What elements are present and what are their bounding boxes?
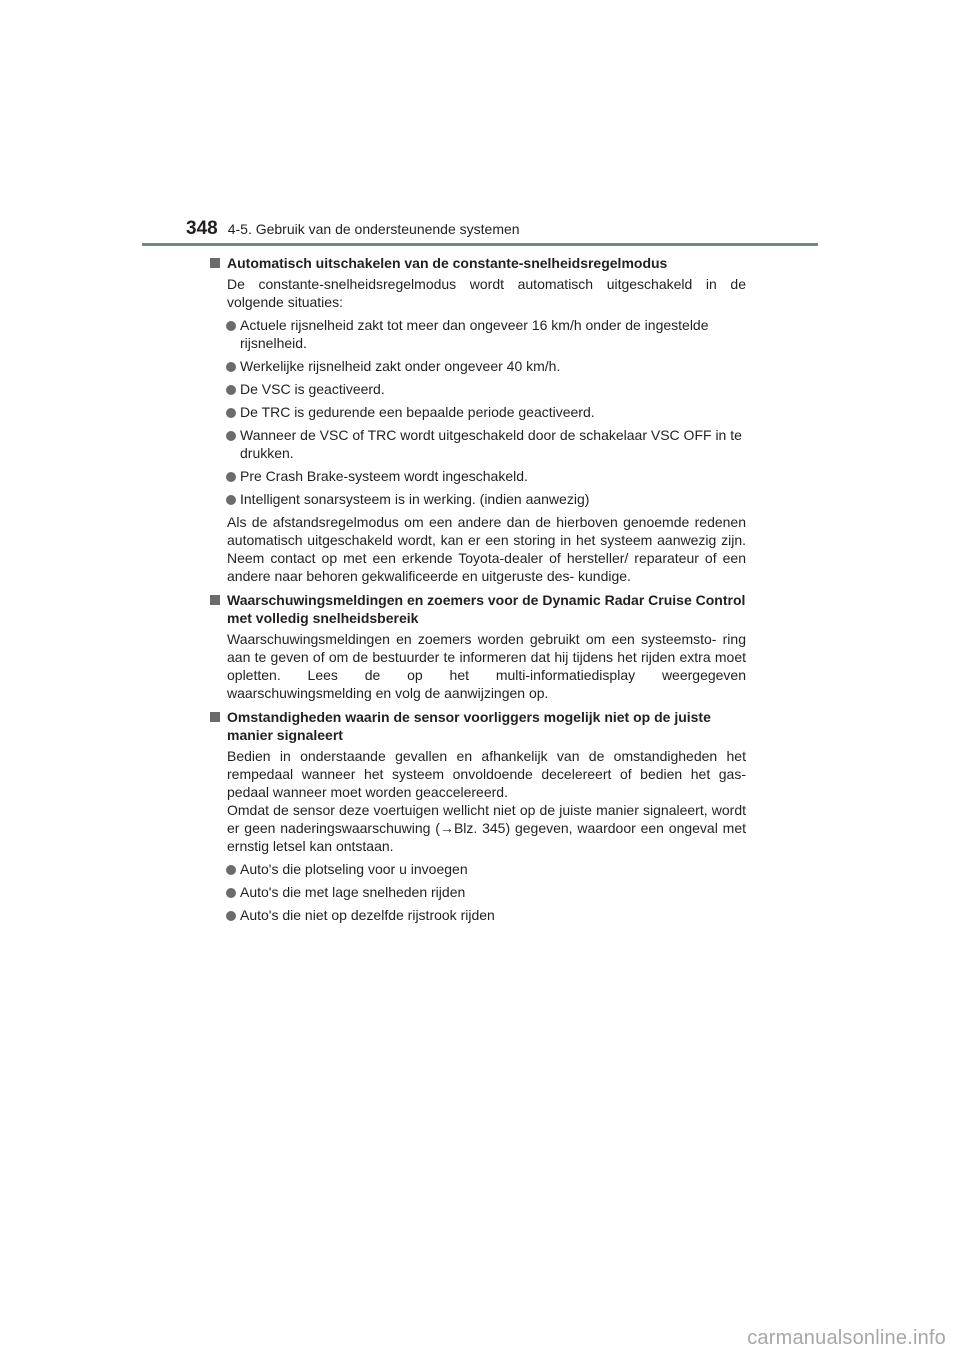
list-item: Auto's die plotseling voor u invoegen [210,860,746,878]
section-sensor-conditions [210,708,746,924]
circle-bullet-icon [226,495,236,505]
list-item: De VSC is geactiveerd. [210,380,746,398]
page-number: 348 [186,218,218,239]
watermark: carmanualsonline.info [747,1327,946,1349]
paragraph: De constante-snelheidsregelmodus wordt automatisch uitgeschakeld in de volgende situaties: [227,276,746,310]
circle-bullet-icon [226,408,236,418]
square-bullet-icon [210,712,220,722]
circle-bullet-icon [226,321,236,331]
list-item: Werkelijke rijsnelheid zakt onder ongeveer 40 km/h. [210,357,746,375]
list-item: Wanneer de VSC of TRC wordt uitgeschakeld door de schakelaar VSC OFF in te drukken. [210,426,746,462]
paragraph: Als de afstandsregelmodus om een andere dan de hierboven genoemde redenen automatisch uitgeschakeld wordt, kan er een storing in het systeem aanwezig zijn. Neem contact op met een erkende Toyota-dealer of hersteller/ reparateur of een andere naar behoren gekwalificeerde en uitgeruste des- kundige. [227,514,746,584]
section-auto-cancel [210,254,746,585]
circle-bullet-icon [226,472,236,482]
section-title: 4-5. Gebruik van de ondersteunende systemen [227,221,520,237]
square-bullet-icon [210,258,220,268]
list-item: Auto's die niet op dezelfde rijstrook rijden [210,906,746,924]
header-rule [142,243,818,246]
section-heading: Omstandigheden waarin de sensor voorliggers mogelijk niet op de juiste manier signaleert [210,708,746,744]
circle-bullet-icon [226,911,236,921]
list-item: Intelligent sonarsysteem is in werking. (indien aanwezig) [210,490,746,508]
circle-bullet-icon [226,865,236,875]
paragraph: Omdat de sensor deze voertuigen wellicht niet op de juiste manier signaleert, wordt er geen naderingswaarschuwing (→Blz. 345) gegeven, waardoor een ongeval met ernstig letsel kan ontstaan. [227,802,746,854]
square-bullet-icon [210,595,220,605]
paragraph: Waarschuwingsmeldingen en zoemers worden gebruikt om een systeemsto- ring aan te geven of om de bestuurder te informeren dat hij tijdens het rijden extra moet opletten. Lees de op het multi-informatiedisplay weergegeven waarschuwingsmelding en volg de aanwijzingen op. [227,631,746,701]
list-item: Pre Crash Brake-systeem wordt ingeschakeld. [210,467,746,485]
circle-bullet-icon [226,385,236,395]
section-warning-messages [210,591,746,702]
section-heading: Automatisch uitschakelen van de constante-snelheidsregelmodus [210,254,746,272]
circle-bullet-icon [226,888,236,898]
list-item: Actuele rijsnelheid zakt tot meer dan ongeveer 16 km/h onder de ingestelde rijsnelheid. [210,316,746,352]
page-content [210,254,746,930]
list-item: Auto's die met lage snelheden rijden [210,883,746,901]
section-heading: Waarschuwingsmeldingen en zoemers voor de Dynamic Radar Cruise Control met volledig snelheidsbereik [210,591,746,627]
circle-bullet-icon [226,362,236,372]
paragraph: Bedien in onderstaande gevallen en afhankelijk van de omstandigheden het rempedaal wanneer het systeem onvoldoende decelereert of bedien het gas- pedaal wanneer moet worden geaccelereerd. [227,748,746,800]
circle-bullet-icon [226,431,236,441]
list-item: De TRC is gedurende een bepaalde periode geactiveerd. [210,403,746,421]
